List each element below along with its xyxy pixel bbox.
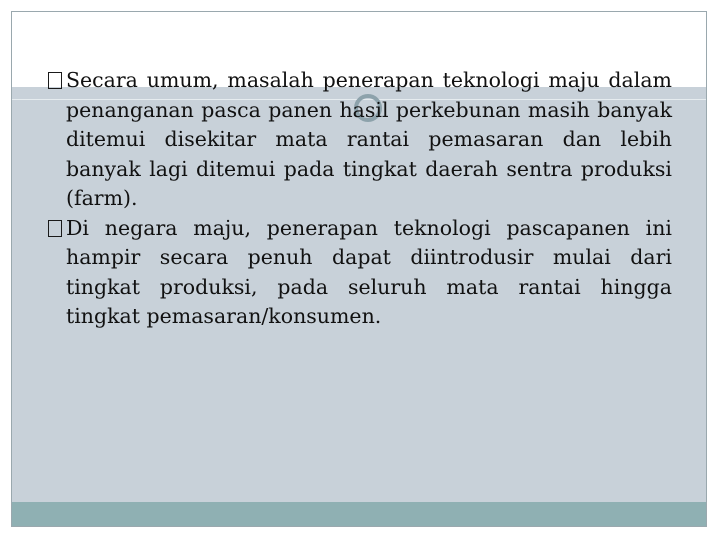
slide-body-text	[50, 66, 672, 332]
slide-footer-bar	[12, 502, 706, 526]
bullet-text-1: Secara umum, masalah penerapan teknologi maju dalam penanganan pasca panen hasil perkebunan masih banyak ditemui disekitar mata rantai pemasaran dan lebih banyak lagi ditemui pada tingkat daerah sentra produksi (farm).	[66, 68, 672, 210]
bullet-text-2: Di negara maju, penerapan teknologi pascapanen ini hampir secara penuh dapat diintrodusir mulai dari tingkat produksi, pada seluruh mata rantai hingga tingkat pemasaran/konsumen.	[66, 215, 672, 328]
bullet-square-icon	[48, 220, 62, 237]
bullet-item-2	[50, 214, 672, 332]
bullet-square-icon	[48, 72, 62, 89]
bullet-item-1	[50, 66, 672, 214]
